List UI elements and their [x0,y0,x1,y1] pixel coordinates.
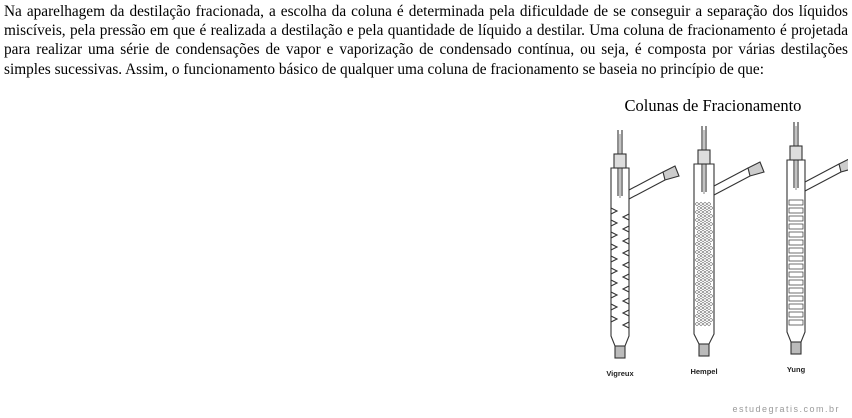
columns-illustration [586,118,848,382]
column-vigreux [611,130,679,358]
column-label-hempel: Hempel [690,367,718,376]
column-label-vigreux: Vigreux [606,369,634,378]
column-yung [787,122,848,354]
column-hempel [694,126,764,356]
column-label-yung: Yung [786,365,806,374]
question-paragraph: Na aparelhagem da destilação fracionada, a escolha da coluna é determinada pela dificuldade de se conseguir a separação dos líquidos miscíveis, pela pressão em que é realizada a destilação e pela quantidade de líquido a destilar. Uma coluna de fracionamento é projetada para realizar uma série de condensações de vapor e vaporização de condensado contínua, ou seja, é composta por várias destilações simples sucessivas. Assim, o funcionamento básico de qualquer uma coluna de fracionamento se baseia no princípio de que: [4,3,848,78]
fractionating-columns-figure [586,118,848,382]
watermark: estudegratis.com.br [732,404,840,414]
figure-title: Colunas de Fracionamento [624,96,802,115]
